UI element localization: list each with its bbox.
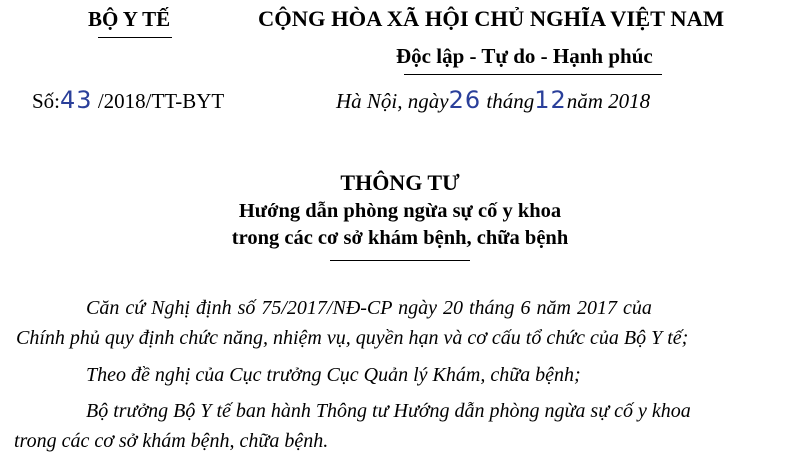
document-number-handwritten: 43 — [60, 86, 93, 114]
ministry-name: BỘ Y TẾ — [88, 7, 171, 31]
preamble-issuance-line-2: trong các cơ sở khám bệnh, chữa bệnh. — [14, 430, 329, 452]
preamble-proposal: Theo đề nghị của Cục trưởng Cục Quản lý Khám, chữa bệnh; — [86, 364, 581, 386]
motto-underline — [404, 74, 662, 75]
document-number-suffix: /2018/TT-BYT — [97, 89, 225, 113]
dateline-place: Hà Nội, ngày — [336, 89, 449, 113]
document-subject-line-1: Hướng dẫn phòng ngừa sự cố y khoa — [238, 200, 562, 222]
nation-name: CỘNG HÒA XÃ HỘI CHỦ NGHĨA VIỆT NAM — [258, 6, 725, 31]
preamble-issuance-line-1: Bộ trưởng Bộ Y tế ban hành Thông tư Hướng dẫn phòng ngừa sự cố y khoa — [86, 400, 691, 422]
dateline-year: năm 2018 — [566, 89, 651, 113]
issue-dateline — [336, 86, 650, 114]
preamble-decree-line-2: Chính phủ quy định chức năng, nhiệm vụ, quyền hạn và cơ cấu tổ chức của Bộ Y tế; — [16, 327, 689, 349]
dateline-month-handwritten: 12 — [534, 86, 567, 114]
title-underline — [330, 260, 470, 261]
dateline-day-handwritten: 26 — [448, 86, 482, 114]
document-type: THÔNG TƯ — [340, 170, 460, 195]
document-subject-line-2: trong các cơ sở khám bệnh, chữa bệnh — [231, 227, 569, 249]
ministry-underline — [98, 37, 172, 38]
document-number-prefix: Số: — [32, 89, 61, 113]
dateline-month-label: tháng — [486, 89, 535, 113]
national-motto: Độc lập - Tự do - Hạnh phúc — [396, 44, 653, 68]
document-number — [32, 86, 224, 114]
preamble-decree-line-1: Căn cứ Nghị định số 75/2017/NĐ-CP ngày 20 tháng 6 năm 2017 của — [86, 297, 652, 319]
